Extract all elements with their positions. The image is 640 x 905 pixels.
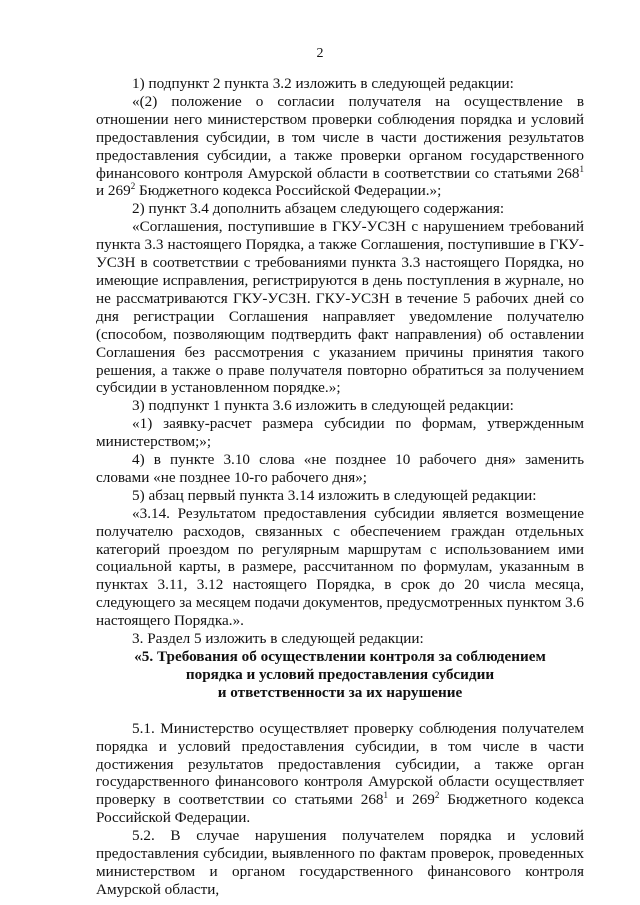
- section-heading-line: и ответственности за их нарушение: [217, 683, 463, 701]
- paragraph-amend-1: 1) подпункт 2 пункта 3.2 изложить в следующей редакции:: [132, 75, 514, 92]
- paragraph-5-1-mid: и 269: [388, 791, 435, 809]
- paragraph-amend-5: 5) абзац первый пункта 3.14 изложить в следующей редакции:: [132, 486, 537, 504]
- footnote-sup: 2: [434, 790, 440, 801]
- section-heading-line: «5. Требования об осуществлении контроля за соблюдением: [134, 648, 546, 665]
- page-number: 2: [316, 46, 324, 61]
- paragraph-amend-2: 2) пункт 3.4 дополнить абзацем следующего содержания:: [132, 200, 505, 218]
- section-heading: [96, 648, 584, 702]
- paragraph-5-1-end: Бюджетного кодекса Российской Федерации.: [96, 791, 584, 827]
- paragraph-5-2: 5.2. В случае нарушения получателем порядка и условий предоставления субсидии, выявленного по фактам проверок, проведенных министерством и органом государственного финансового контроля Амурской области,: [96, 827, 584, 898]
- footnote-sup: 1: [579, 163, 584, 174]
- paragraph-request-form: «1) заявку-расчет размера субсидии по формам, утвержденным министерством;»;: [96, 415, 584, 451]
- footnote-sup: 1: [383, 790, 389, 801]
- paragraph-consent-end: Бюджетного кодекса Российской Федерации.»;: [135, 182, 442, 200]
- paragraph-5-1-text: 5.1. Министерство осуществляет проверку соблюдения получателем порядка и условий предоставления субсидии, в том числе в части достижения результатов предоставления субсидии, а также орган государственного финансового контроля Амурской области осуществляет проверку в соответствии со статьями 268: [96, 719, 584, 809]
- paragraph-consent-mid: и 269: [96, 182, 131, 200]
- paragraph-amend-4: 4) в пункте 3.10 слова «не позднее 10 рабочего дня» заменить словами «не позднее 10-го рабочего дня»;: [96, 451, 584, 486]
- spacer: [96, 702, 584, 720]
- paragraph-5-1: [96, 720, 584, 827]
- paragraph-section5: 3. Раздел 5 изложить в следующей редакции:: [132, 630, 424, 648]
- footnote-sup: 2: [130, 181, 136, 192]
- paragraph-consent-text: «(2) положение о согласии получателя на осуществление в отношении него министерством проверки соблюдения порядка и условий предоставления субсидии, в том числе в части достижения результатов предоставления субсидии, а также проверки органом государственного финансового контроля Амурской области в соответствии со статьями 268: [96, 92, 584, 182]
- section-heading-line: порядка и условий предоставления субсидии: [185, 665, 495, 683]
- document-body: [96, 75, 584, 899]
- paragraph-agreements: «Соглашения, поступившие в ГКУ-УСЗН с нарушением требований пункта 3.3 настоящего Порядка, а также Соглашения, поступившие в ГКУ-УСЗН в соответствии с требованиями пункта 3.3 настоящего Порядка, но имеющие исправления, регистрируются в день поступления в журнале, но не рассматриваются ГКУ-УСЗН. ГКУ-УСЗН в течение 5 рабочих дней со дня регистрации Соглашения направляет уведомление получателю (способом, позволяющим подтвердить факт направления) об оставлении Соглашения без рассмотрения с указанием причины принятия такого решения, а также о праве получателя повторно обратиться за получением субсидии в установленном порядке.»;: [96, 218, 584, 397]
- paragraph-amend-3: 3) подпункт 1 пункта 3.6 изложить в следующей редакции:: [132, 397, 514, 415]
- paragraph-result: «3.14. Результатом предоставления субсидии является возмещение получателю расходов, связанных с обеспечением граждан отдельных категорий проездом по регулярным маршрутам с использованием ими социальной карты, в размере, рассчитанном по формулам, указанным в пунктах 3.11, 3.12 настоящего Порядка, в срок до 20 числа месяца, следующего за месяцем подачи документов, предусмотренных пунктом 3.6 настоящего Порядка.».: [96, 504, 584, 630]
- paragraph-consent-clause: [96, 93, 584, 200]
